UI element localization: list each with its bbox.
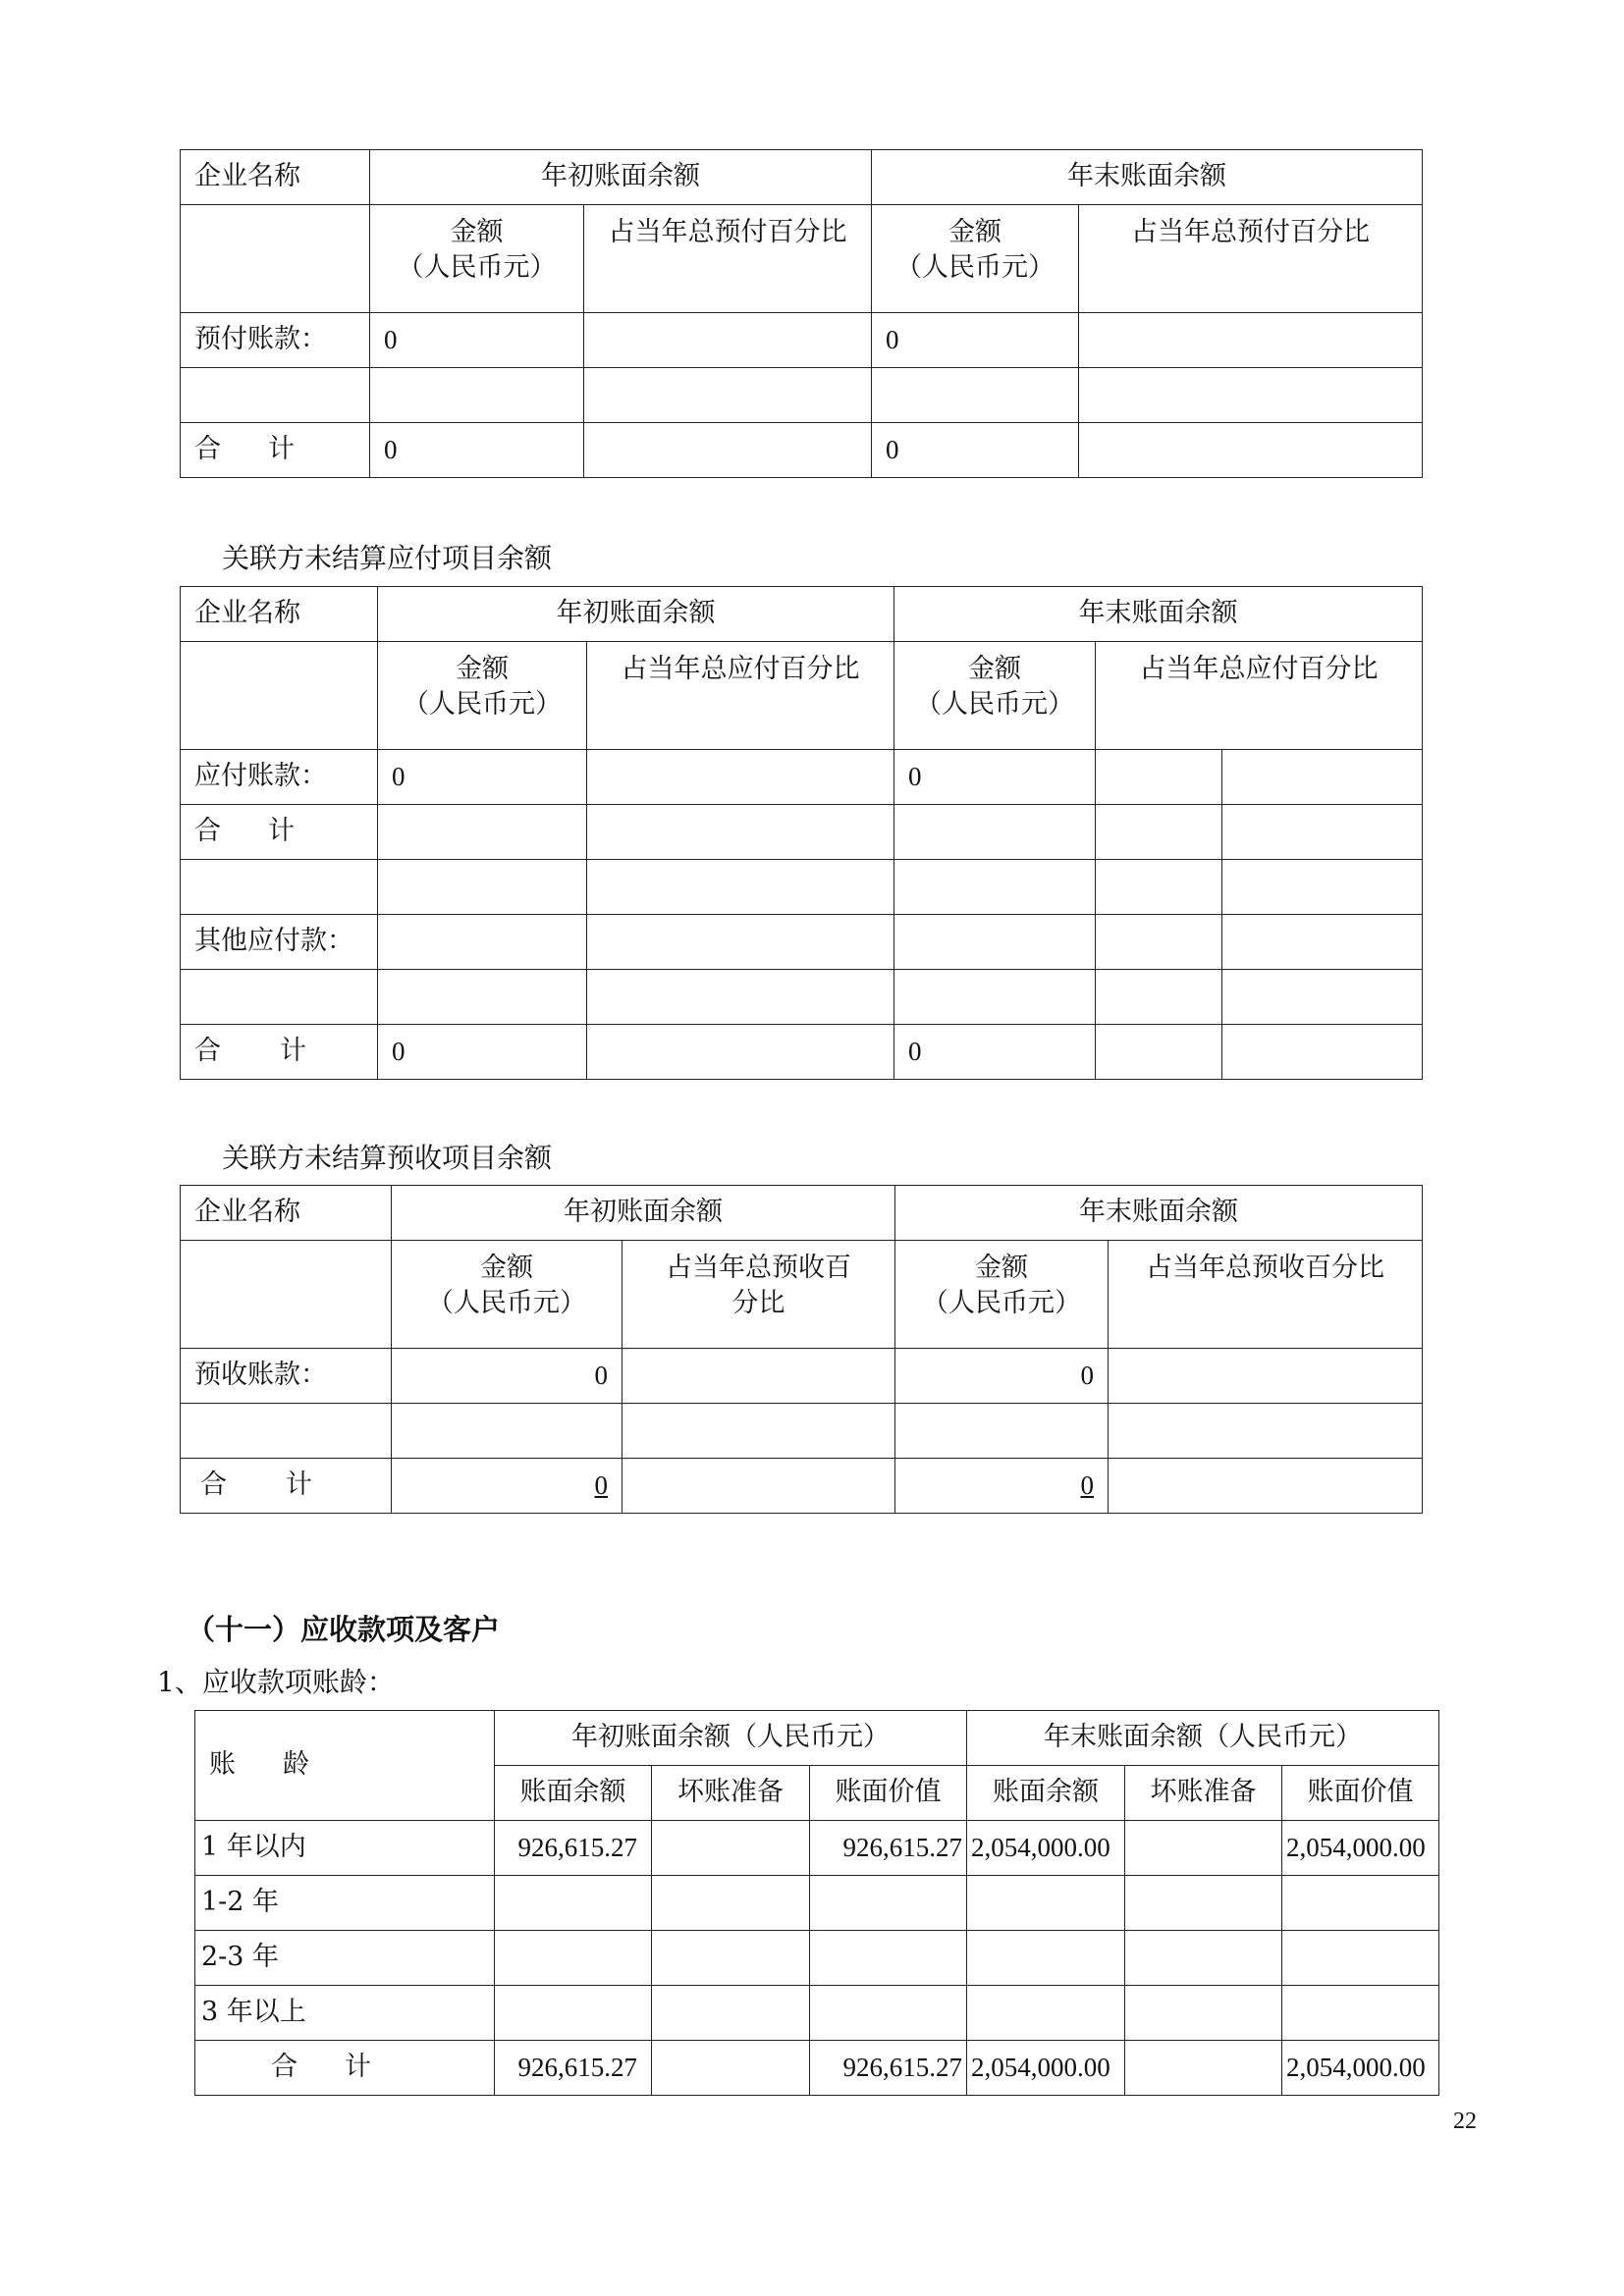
- header-end-balance: 年末账面余额: [872, 150, 1423, 205]
- header-value: 账面价值: [1282, 1766, 1439, 1821]
- header-provision: 坏账准备: [652, 1766, 810, 1821]
- total-value: 926,615.27: [495, 2041, 652, 2096]
- header-company: 企业名称: [181, 587, 378, 642]
- cell-value: 926,615.27: [810, 1821, 967, 1876]
- advance-table: [180, 1185, 1423, 1514]
- aging-table: [194, 1710, 1439, 2096]
- header-amount-end: 金额 （人民币元）: [895, 1241, 1109, 1349]
- payable-caption: 关联方未结算应付项目余额: [222, 542, 553, 574]
- row-label: 2-3 年: [195, 1931, 495, 1986]
- total-value: 0: [895, 1459, 1109, 1514]
- row-label: 预付账款：: [181, 313, 370, 368]
- header-value: 账面价值: [810, 1766, 967, 1821]
- header-end-balance: 年末账面余额: [894, 587, 1423, 642]
- header-end-balance: 年末账面余额: [895, 1186, 1423, 1241]
- cell-value: 2,054,000.00: [967, 1821, 1125, 1876]
- table-row: [195, 1821, 1439, 1876]
- cell-value: 0: [895, 1349, 1109, 1404]
- advance-caption: 关联方未结算预收项目余额: [222, 1142, 553, 1174]
- header-company: 企业名称: [181, 1186, 392, 1241]
- header-end-balance: 年末账面余额（人民币元）: [967, 1711, 1439, 1766]
- page-number: 22: [1453, 2109, 1477, 2134]
- total-value: 0: [894, 1025, 1096, 1080]
- total-value: 0: [378, 1025, 587, 1080]
- cell-value: 0: [872, 313, 1079, 368]
- header-balance: 账面余额: [967, 1766, 1125, 1821]
- total-label: 合计: [195, 2041, 495, 2096]
- cell-value: 0: [378, 750, 587, 805]
- header-pct-begin: 占当年总预收百 分比: [623, 1241, 895, 1349]
- total-value: 0: [392, 1459, 623, 1514]
- header-amount-end: 金额 （人民币元）: [894, 642, 1096, 750]
- table-row: [195, 1876, 1439, 1931]
- header-begin-balance: 年初账面余额（人民币元）: [495, 1711, 967, 1766]
- cell-value: 0: [392, 1349, 623, 1404]
- table-row-total: [195, 2041, 1439, 2096]
- total-value: 0: [872, 423, 1079, 478]
- total-value: 0: [370, 423, 584, 478]
- header-begin-balance: 年初账面余额: [370, 150, 872, 205]
- header-amount-begin: 金额 （人民币元）: [392, 1241, 623, 1349]
- header-company: 企业名称: [181, 150, 370, 205]
- total-label: 合计: [181, 423, 370, 478]
- header-pct-end: 占当年总应付百分比: [1096, 642, 1423, 750]
- payable-table: [180, 586, 1423, 1080]
- empty-cell: [181, 205, 370, 313]
- header-pct-begin: 占当年总预付百分比: [584, 205, 872, 313]
- total-value: 2,054,000.00: [1282, 2041, 1439, 2096]
- total-value: 926,615.27: [810, 2041, 967, 2096]
- row-label: 1 年以内: [195, 1821, 495, 1876]
- total-label: 合计: [181, 1025, 378, 1080]
- header-pct-end: 占当年总预付百分比: [1079, 205, 1423, 313]
- header-age: 账龄: [195, 1711, 495, 1821]
- row-label: 1-2 年: [195, 1876, 495, 1931]
- header-pct-begin: 占当年总应付百分比: [587, 642, 894, 750]
- header-amount-begin: 金额 （人民币元）: [370, 205, 584, 313]
- row-label: 3 年以上: [195, 1986, 495, 2041]
- row-label: 应付账款：: [181, 750, 378, 805]
- header-begin-balance: 年初账面余额: [378, 587, 894, 642]
- cell-value: 926,615.27: [495, 1821, 652, 1876]
- cell-value: 0: [370, 313, 584, 368]
- prepaid-table: [180, 149, 1423, 478]
- row-label: 合计: [181, 805, 378, 860]
- header-pct-end: 占当年总预收百分比: [1109, 1241, 1423, 1349]
- header-amount-end: 金额 （人民币元）: [872, 205, 1079, 313]
- cell-value: 2,054,000.00: [1282, 1821, 1439, 1876]
- section-heading: （十一）应收款项及客户: [187, 1613, 501, 1646]
- row-label: 预收账款：: [181, 1349, 392, 1404]
- header-balance: 账面余额: [495, 1766, 652, 1821]
- total-value: 2,054,000.00: [967, 2041, 1125, 2096]
- aging-caption: 1、应收款项账龄：: [157, 1666, 395, 1698]
- table-row: [195, 1931, 1439, 1986]
- table-row: [195, 1986, 1439, 2041]
- header-amount-begin: 金额 （人民币元）: [378, 642, 587, 750]
- header-begin-balance: 年初账面余额: [392, 1186, 895, 1241]
- header-provision: 坏账准备: [1125, 1766, 1282, 1821]
- total-label: 合计: [181, 1459, 392, 1514]
- cell-value: 0: [894, 750, 1096, 805]
- row-label: 其他应付款：: [181, 915, 378, 970]
